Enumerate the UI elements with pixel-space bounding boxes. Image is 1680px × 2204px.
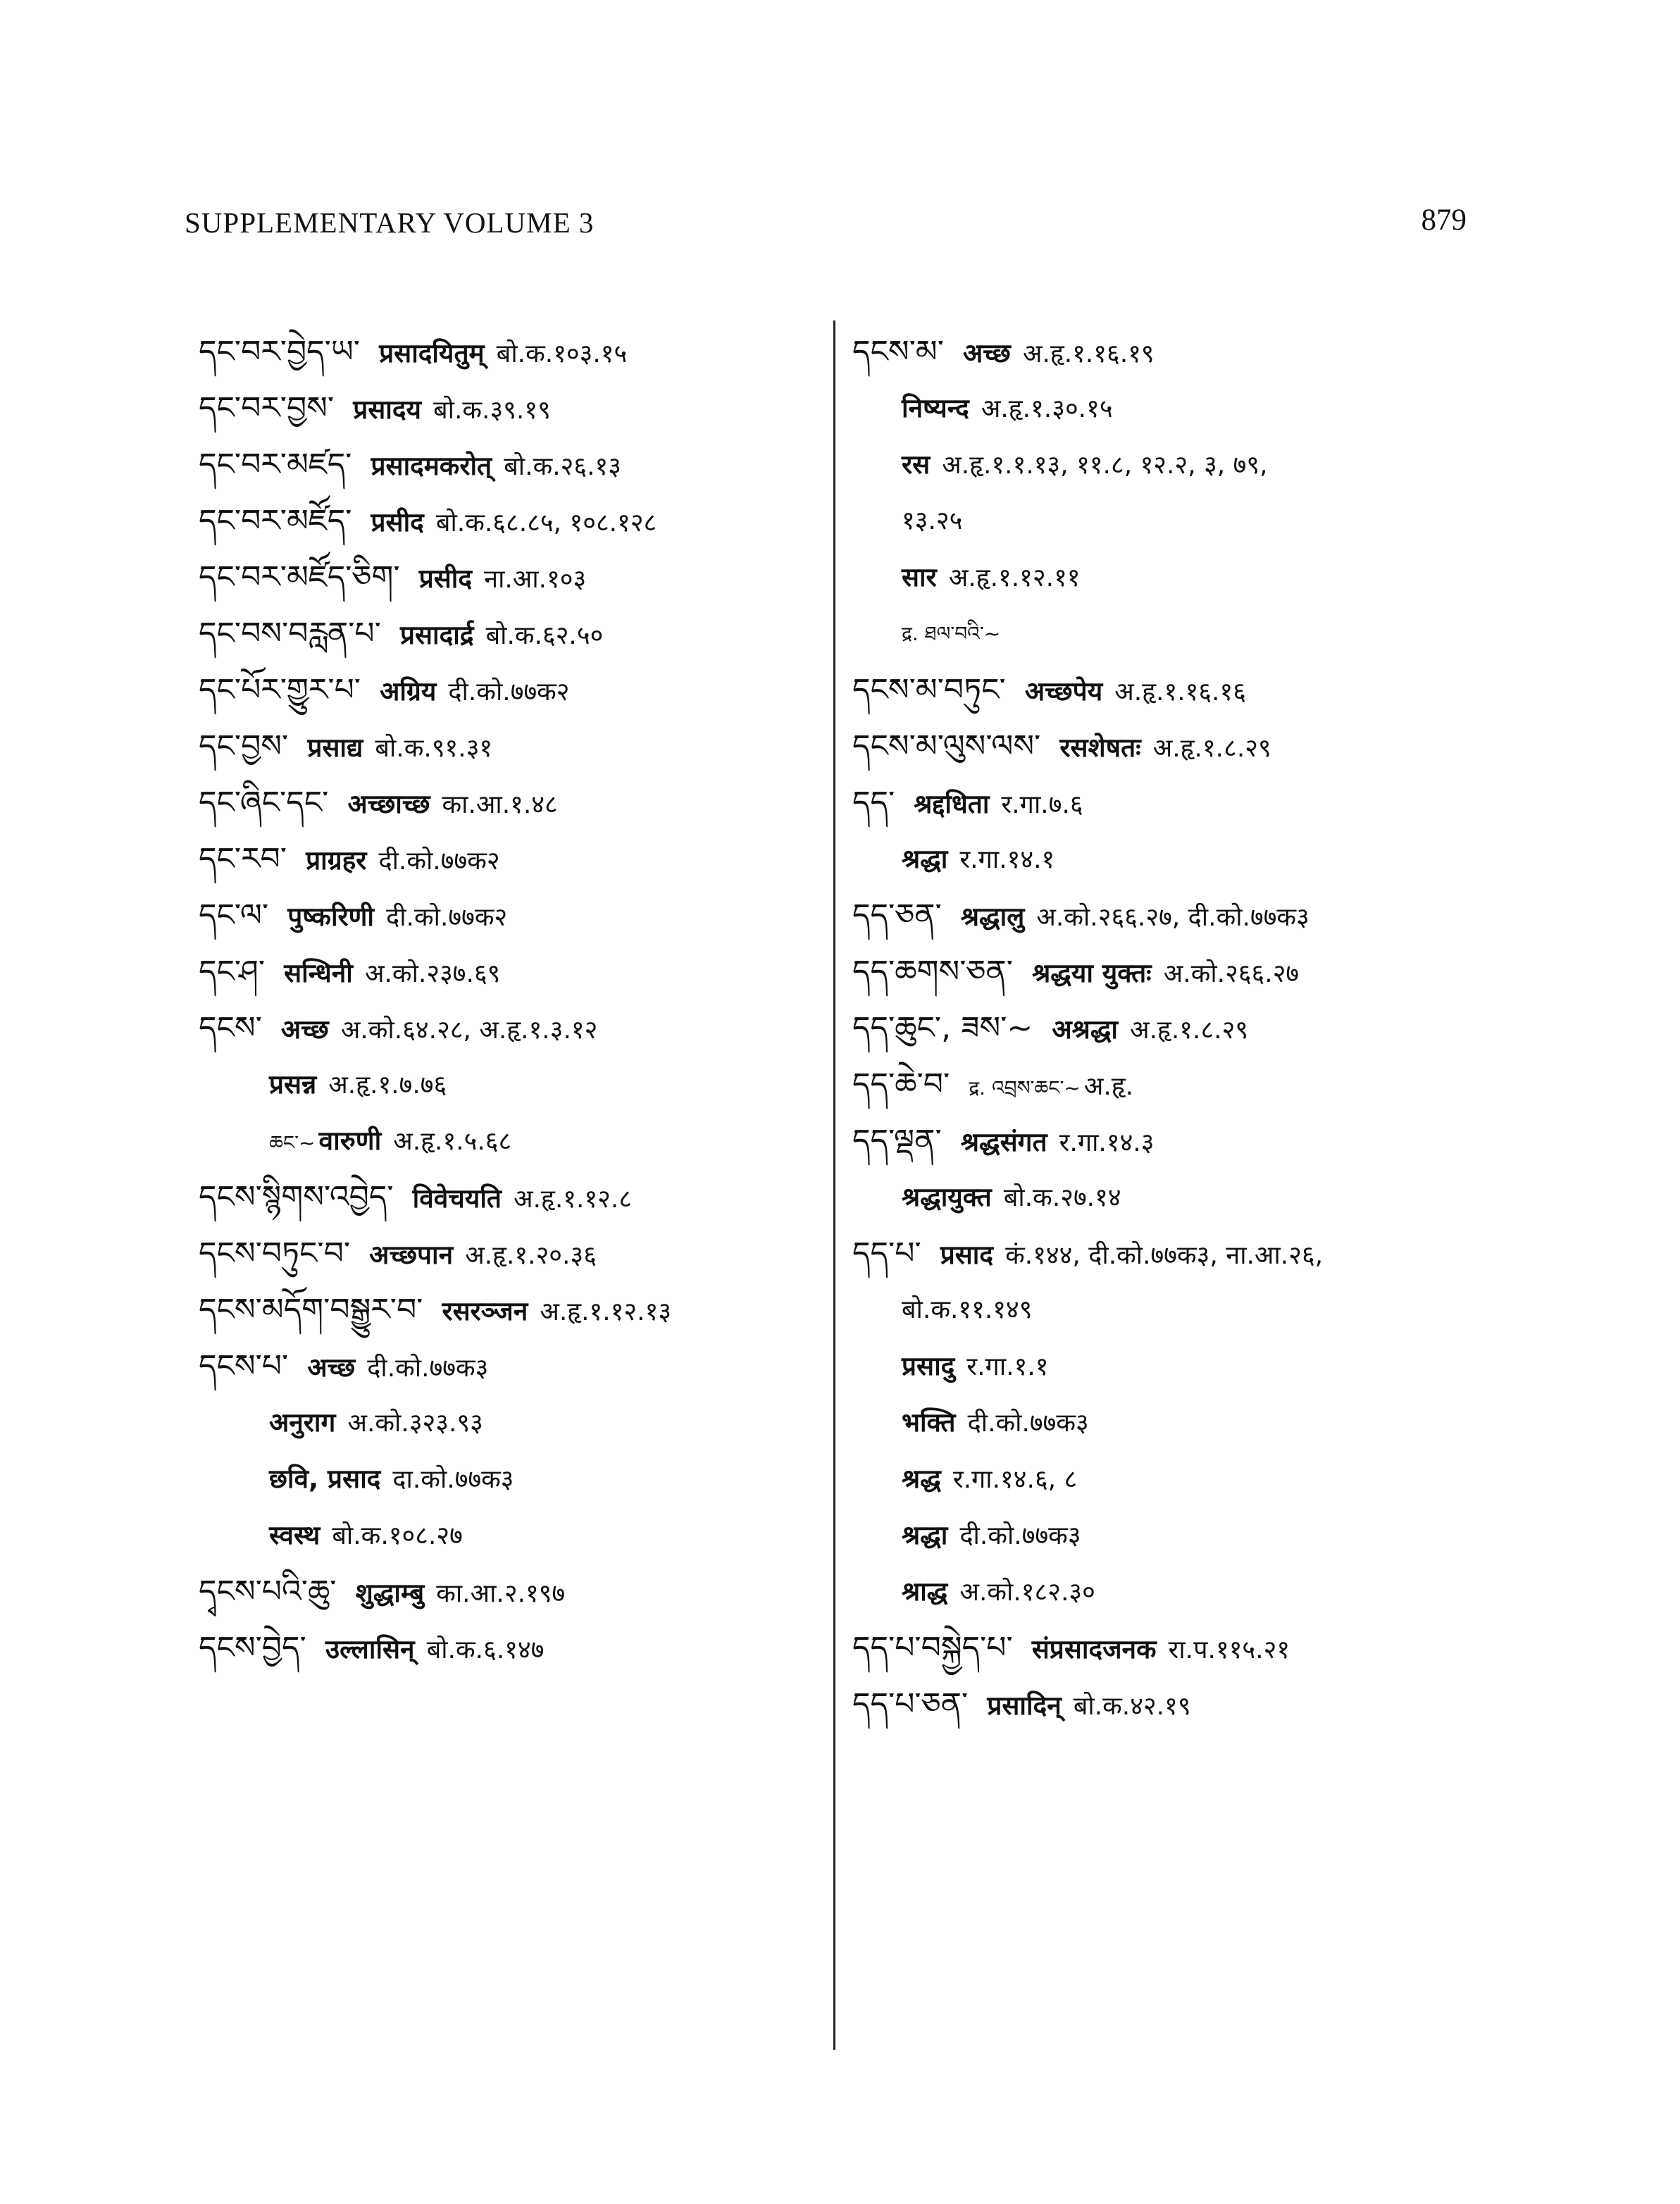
- dictionary-entry: [199, 606, 826, 662]
- sub-entry: [852, 493, 1472, 549]
- source-reference: दा.को.७७क३: [392, 1465, 514, 1494]
- right-column: [852, 324, 1472, 1733]
- sanskrit-term: प्रसादु: [902, 1351, 955, 1381]
- dictionary-entry: [199, 324, 826, 380]
- sub-entry: [199, 1057, 826, 1113]
- sub-entry: [852, 380, 1472, 437]
- sanskrit-term: श्रद्धसंगत: [960, 1127, 1047, 1157]
- sub-entry: [852, 1338, 1472, 1395]
- source-reference: र.गा.१४.१: [959, 845, 1055, 874]
- sanskrit-term: अच्छ: [963, 338, 1011, 368]
- tibetan-headword: དངས་བྱེད་: [199, 1630, 306, 1666]
- source-reference: बो.क.६.१४७: [426, 1636, 545, 1664]
- source-reference: अ.हृ.१.१२.१३: [540, 1297, 672, 1326]
- sanskrit-term: प्रसाद्य: [307, 733, 363, 763]
- dictionary-entry: [199, 1000, 826, 1057]
- source-reference: बो.क.४२.१९: [1073, 1692, 1191, 1721]
- sanskrit-term: सन्धिनी: [284, 958, 353, 988]
- sanskrit-term: श्रद्धा: [902, 844, 948, 874]
- dictionary-entry: [199, 1169, 826, 1226]
- source-reference: अ.हृ.१.२०.३६: [465, 1241, 597, 1270]
- sanskrit-term: प्रसादमकरोत्: [371, 451, 492, 481]
- sub-entry: [852, 1169, 1472, 1226]
- sub-entry: [852, 1564, 1472, 1620]
- tibetan-headword: དང་བར་བྱས་: [199, 390, 335, 426]
- dictionary-entry: [199, 1620, 826, 1676]
- sub-entry: [852, 606, 1472, 662]
- sanskrit-term: प्रसादय: [353, 394, 421, 425]
- tibetan-headword: དང་བར་མཛད་: [199, 447, 352, 482]
- sub-entry: [852, 831, 1472, 888]
- sanskrit-term: प्रसादिन्: [987, 1691, 1062, 1721]
- dictionary-entry: [852, 1226, 1472, 1282]
- cross-reference: ཆང་~: [269, 1131, 316, 1154]
- sub-entry: [852, 437, 1472, 493]
- sanskrit-term: प्रसादयितुम्: [379, 338, 485, 368]
- tibetan-headword: དད་ལྡན་: [852, 1123, 942, 1159]
- source-reference: अ.हृ.१.३०.१५: [981, 394, 1113, 423]
- source-reference: ना.आ.१०३: [484, 565, 587, 594]
- source-reference: बो.क.६२.५०: [485, 621, 604, 650]
- tibetan-headword: དང་བྱས་: [199, 728, 289, 764]
- tibetan-headword: དང་བར་བྱེད་ཡ་: [199, 334, 361, 370]
- sanskrit-term: रसशेषतः: [1059, 733, 1141, 763]
- sub-entry: [852, 1282, 1472, 1338]
- tibetan-headword: དངས་མདོག་བསྒྱུར་བ་: [199, 1292, 423, 1328]
- source-reference: बो.क.१०३.१५: [496, 340, 628, 368]
- source-reference: अ.को.२६६.२७, दी.को.७७क३: [1036, 903, 1309, 932]
- source-reference: अ.हृ.१.८.२९: [1130, 1016, 1249, 1045]
- dictionary-entry: [852, 1676, 1472, 1733]
- sanskrit-term: अश्रद्धा: [1052, 1014, 1119, 1045]
- sanskrit-term: निष्यन्द: [902, 393, 969, 423]
- sub-entry: [852, 1507, 1472, 1564]
- source-reference: का.आ.१.४८: [442, 790, 558, 819]
- dictionary-entry: [199, 380, 826, 437]
- source-reference: अ.को.३२३.९३: [347, 1409, 483, 1438]
- dictionary-entry: [199, 1338, 826, 1395]
- source-reference: अ.को.१८२.३०: [959, 1578, 1095, 1607]
- source-reference: अ.को.२३७.६९: [364, 959, 501, 988]
- source-reference: अ.हृ.१.१६.१९: [1022, 340, 1155, 368]
- sub-entry: [199, 1507, 826, 1564]
- source-reference: दी.को.७७क३: [959, 1521, 1081, 1550]
- tibetan-headword: དང་ཤ་: [199, 954, 266, 990]
- cross-reference: द्र. ཐལ་བའི་~: [902, 622, 1001, 645]
- source-reference: बो.क.१०८.२७: [332, 1521, 463, 1550]
- sub-entry: [852, 1451, 1472, 1507]
- source-reference: र.गा.१.१: [966, 1352, 1049, 1381]
- source-reference: बो.क.३९.१९: [433, 396, 551, 425]
- sub-entry: [852, 549, 1472, 606]
- dictionary-entry: [199, 662, 826, 718]
- dictionary-entry: [199, 493, 826, 549]
- dictionary-entry: [199, 775, 826, 831]
- sanskrit-term: श्रद्धायुक्त: [902, 1182, 992, 1212]
- sanskrit-term: रस: [902, 449, 931, 480]
- source-reference: अ.हृ.१.५.६८: [393, 1127, 512, 1156]
- dictionary-entry: [199, 1564, 826, 1620]
- source-reference: दी.को.७७क२: [386, 903, 508, 932]
- source-reference: कं.१४४, दी.को.७७क३, ना.आ.२६,: [1005, 1241, 1324, 1270]
- dictionary-entry: [852, 944, 1472, 1000]
- source-reference: अ.हृ.१.७.७६: [328, 1071, 447, 1100]
- cross-reference: द्र. འབྲས་ཆང་~: [969, 1076, 1081, 1100]
- dictionary-entry: [852, 888, 1472, 944]
- dictionary-entry: [199, 549, 826, 606]
- source-reference: र.गा.१४.६, ८: [952, 1465, 1078, 1494]
- tibetan-headword: དངས་སྙིགས་འབྱེད་: [199, 1179, 394, 1215]
- dictionary-entry: [199, 944, 826, 1000]
- source-reference: बो.क.११.१४९: [902, 1295, 1033, 1324]
- sanskrit-term: सार: [902, 562, 937, 592]
- sanskrit-term: उल्लासिन्: [325, 1634, 415, 1664]
- sanskrit-term: अच्छ: [307, 1352, 356, 1383]
- dictionary-entry: [199, 831, 826, 888]
- source-reference: दी.को.७७क२: [448, 678, 570, 706]
- sub-entry: [199, 1451, 826, 1507]
- dictionary-entry: [852, 662, 1472, 718]
- tibetan-headword: དད་ཆེ་བ་: [852, 1066, 950, 1102]
- tibetan-headword: དང་པོར་གྱུར་པ་: [199, 672, 361, 708]
- sanskrit-term: अच्छपान: [369, 1240, 454, 1270]
- tibetan-headword: དད་ཆགས་ཅན་: [852, 954, 1014, 990]
- dictionary-entry: [852, 324, 1472, 380]
- tibetan-headword: དད་: [852, 785, 895, 821]
- dictionary-entry: [852, 1000, 1472, 1057]
- sanskrit-term: श्रद्दधिता: [914, 789, 990, 819]
- running-title: SUPPLEMENTARY VOLUME 3: [185, 206, 595, 239]
- dictionary-entry: [852, 1113, 1472, 1169]
- tibetan-headword: དད་ཅན་: [852, 897, 942, 933]
- column-divider: [833, 320, 835, 2050]
- sanskrit-term: श्रद्ध: [902, 1464, 941, 1494]
- sanskrit-term: भक्ति: [902, 1407, 956, 1438]
- tibetan-headword: དངས་མ་: [852, 334, 944, 370]
- tibetan-headword: དང་བར་མཛོད་ཅིག་: [199, 559, 400, 595]
- source-reference: र.गा.७.६: [1001, 790, 1083, 819]
- sub-entry: [199, 1113, 826, 1169]
- tibetan-headword: དད་ཆུང་, ཟས་~: [852, 1010, 1033, 1046]
- sanskrit-term: अच्छाच्छ: [347, 789, 430, 819]
- sanskrit-term: प्रसीद: [371, 507, 424, 537]
- sanskrit-term: स्वस्थ: [269, 1520, 321, 1550]
- source-reference: १३.२५: [902, 506, 963, 535]
- source-reference: दी.को.७७क२: [378, 847, 500, 876]
- tibetan-headword: དང་རབ་: [199, 841, 287, 877]
- dictionary-entry: [199, 1226, 826, 1282]
- tibetan-headword: དྭངས་པའི་ཆུ་: [199, 1574, 337, 1610]
- dictionary-entry: [852, 718, 1472, 775]
- sanskrit-term: श्रद्धया युक्तः: [1032, 958, 1152, 988]
- dictionary-entry: [852, 1057, 1472, 1113]
- tibetan-headword: དང་ལ་: [199, 897, 269, 933]
- sanskrit-term: वारुणी: [318, 1126, 382, 1156]
- tibetan-headword: དངས་པ་: [199, 1348, 289, 1384]
- sanskrit-term: छवि, प्रसाद: [269, 1464, 381, 1494]
- tibetan-headword: དངས་མ་བཏུང་: [852, 672, 1006, 708]
- source-reference: अ.हृ.: [1083, 1072, 1134, 1101]
- source-reference: दी.को.७७क३: [367, 1354, 489, 1383]
- dictionary-entry: [852, 1620, 1472, 1676]
- sub-entry: [199, 1395, 826, 1451]
- source-reference: का.आ.२.१९७: [436, 1579, 566, 1608]
- left-column: [199, 324, 826, 1676]
- source-reference: बो.क.२७.१४: [1003, 1183, 1121, 1212]
- source-reference: र.गा.१४.३: [1059, 1128, 1155, 1157]
- dictionary-entry: [199, 437, 826, 493]
- source-reference: अ.को.६४.२८, अ.हृ.१.३.१२: [340, 1016, 598, 1045]
- source-reference: अ.हृ.१.८.२९: [1152, 734, 1271, 763]
- sanskrit-term: अच्छपेय: [1024, 676, 1103, 706]
- tibetan-headword: དང་བར་མཛོད་: [199, 503, 352, 539]
- tibetan-headword: དད་པ་ཅན་: [852, 1686, 969, 1722]
- sanskrit-term: संप्रसादजनक: [1031, 1634, 1157, 1664]
- sanskrit-term: रसरञ्जन: [442, 1296, 528, 1326]
- dictionary-entry: [199, 1282, 826, 1338]
- sanskrit-term: प्राग्रहर: [306, 845, 367, 876]
- tibetan-headword: དད་པ་བསྐྱེད་པ་: [852, 1630, 1013, 1666]
- source-reference: बो.क.९१.३१: [375, 734, 493, 763]
- sub-entry: [852, 1395, 1472, 1451]
- source-reference: अ.हृ.१.१६.१६: [1114, 678, 1246, 706]
- sanskrit-term: अग्रिय: [380, 676, 437, 706]
- sanskrit-term: पुष्करिणी: [287, 902, 374, 932]
- source-reference: अ.को.२६६.२७: [1163, 959, 1300, 988]
- sanskrit-term: शुद्धाम्बु: [355, 1578, 425, 1608]
- tibetan-headword: དང་བས་བརླན་པ་: [199, 616, 381, 652]
- page-number: 879: [1421, 204, 1467, 237]
- sanskrit-term: श्रद्धा: [902, 1520, 948, 1550]
- page-header: [185, 206, 1467, 255]
- tibetan-headword: དད་པ་: [852, 1235, 921, 1271]
- source-reference: रा.प.११५.२१: [1168, 1636, 1290, 1664]
- source-reference: अ.हृ.१.१.१३, ११.८, १२.२, ३, ७९,: [942, 451, 1268, 480]
- tibetan-headword: དངས་བཏུང་བ་: [199, 1235, 351, 1271]
- source-reference: अ.हृ.१.१२.८: [514, 1185, 633, 1214]
- sanskrit-term: श्राद्ध: [902, 1576, 948, 1607]
- sanskrit-term: प्रसीद: [418, 564, 472, 594]
- sanskrit-term: प्रसन्न: [269, 1069, 317, 1100]
- sanskrit-term: प्रसाद: [940, 1240, 994, 1270]
- source-reference: अ.हृ.१.१२.११: [948, 564, 1081, 592]
- source-reference: बो.क.६८.८५, १०८.१२८: [435, 509, 657, 537]
- tibetan-headword: དངས་མ་ལུས་ལས་: [852, 728, 1041, 764]
- dictionary-entry: [852, 775, 1472, 831]
- sanskrit-term: श्रद्धालु: [960, 902, 1025, 932]
- sanskrit-term: विवेचयति: [412, 1183, 502, 1214]
- source-reference: बो.क.२६.१३: [504, 452, 621, 481]
- source-reference: दी.को.७७क३: [967, 1409, 1089, 1438]
- tibetan-headword: དང་ཞིང་དང་: [199, 785, 329, 821]
- sanskrit-term: अच्छ: [280, 1014, 329, 1045]
- sanskrit-term: अनुराग: [269, 1407, 336, 1438]
- dictionary-entry: [199, 718, 826, 775]
- dictionary-entry: [199, 888, 826, 944]
- tibetan-headword: དངས་: [199, 1010, 262, 1046]
- sanskrit-term: प्रसादार्द्र: [399, 620, 474, 650]
